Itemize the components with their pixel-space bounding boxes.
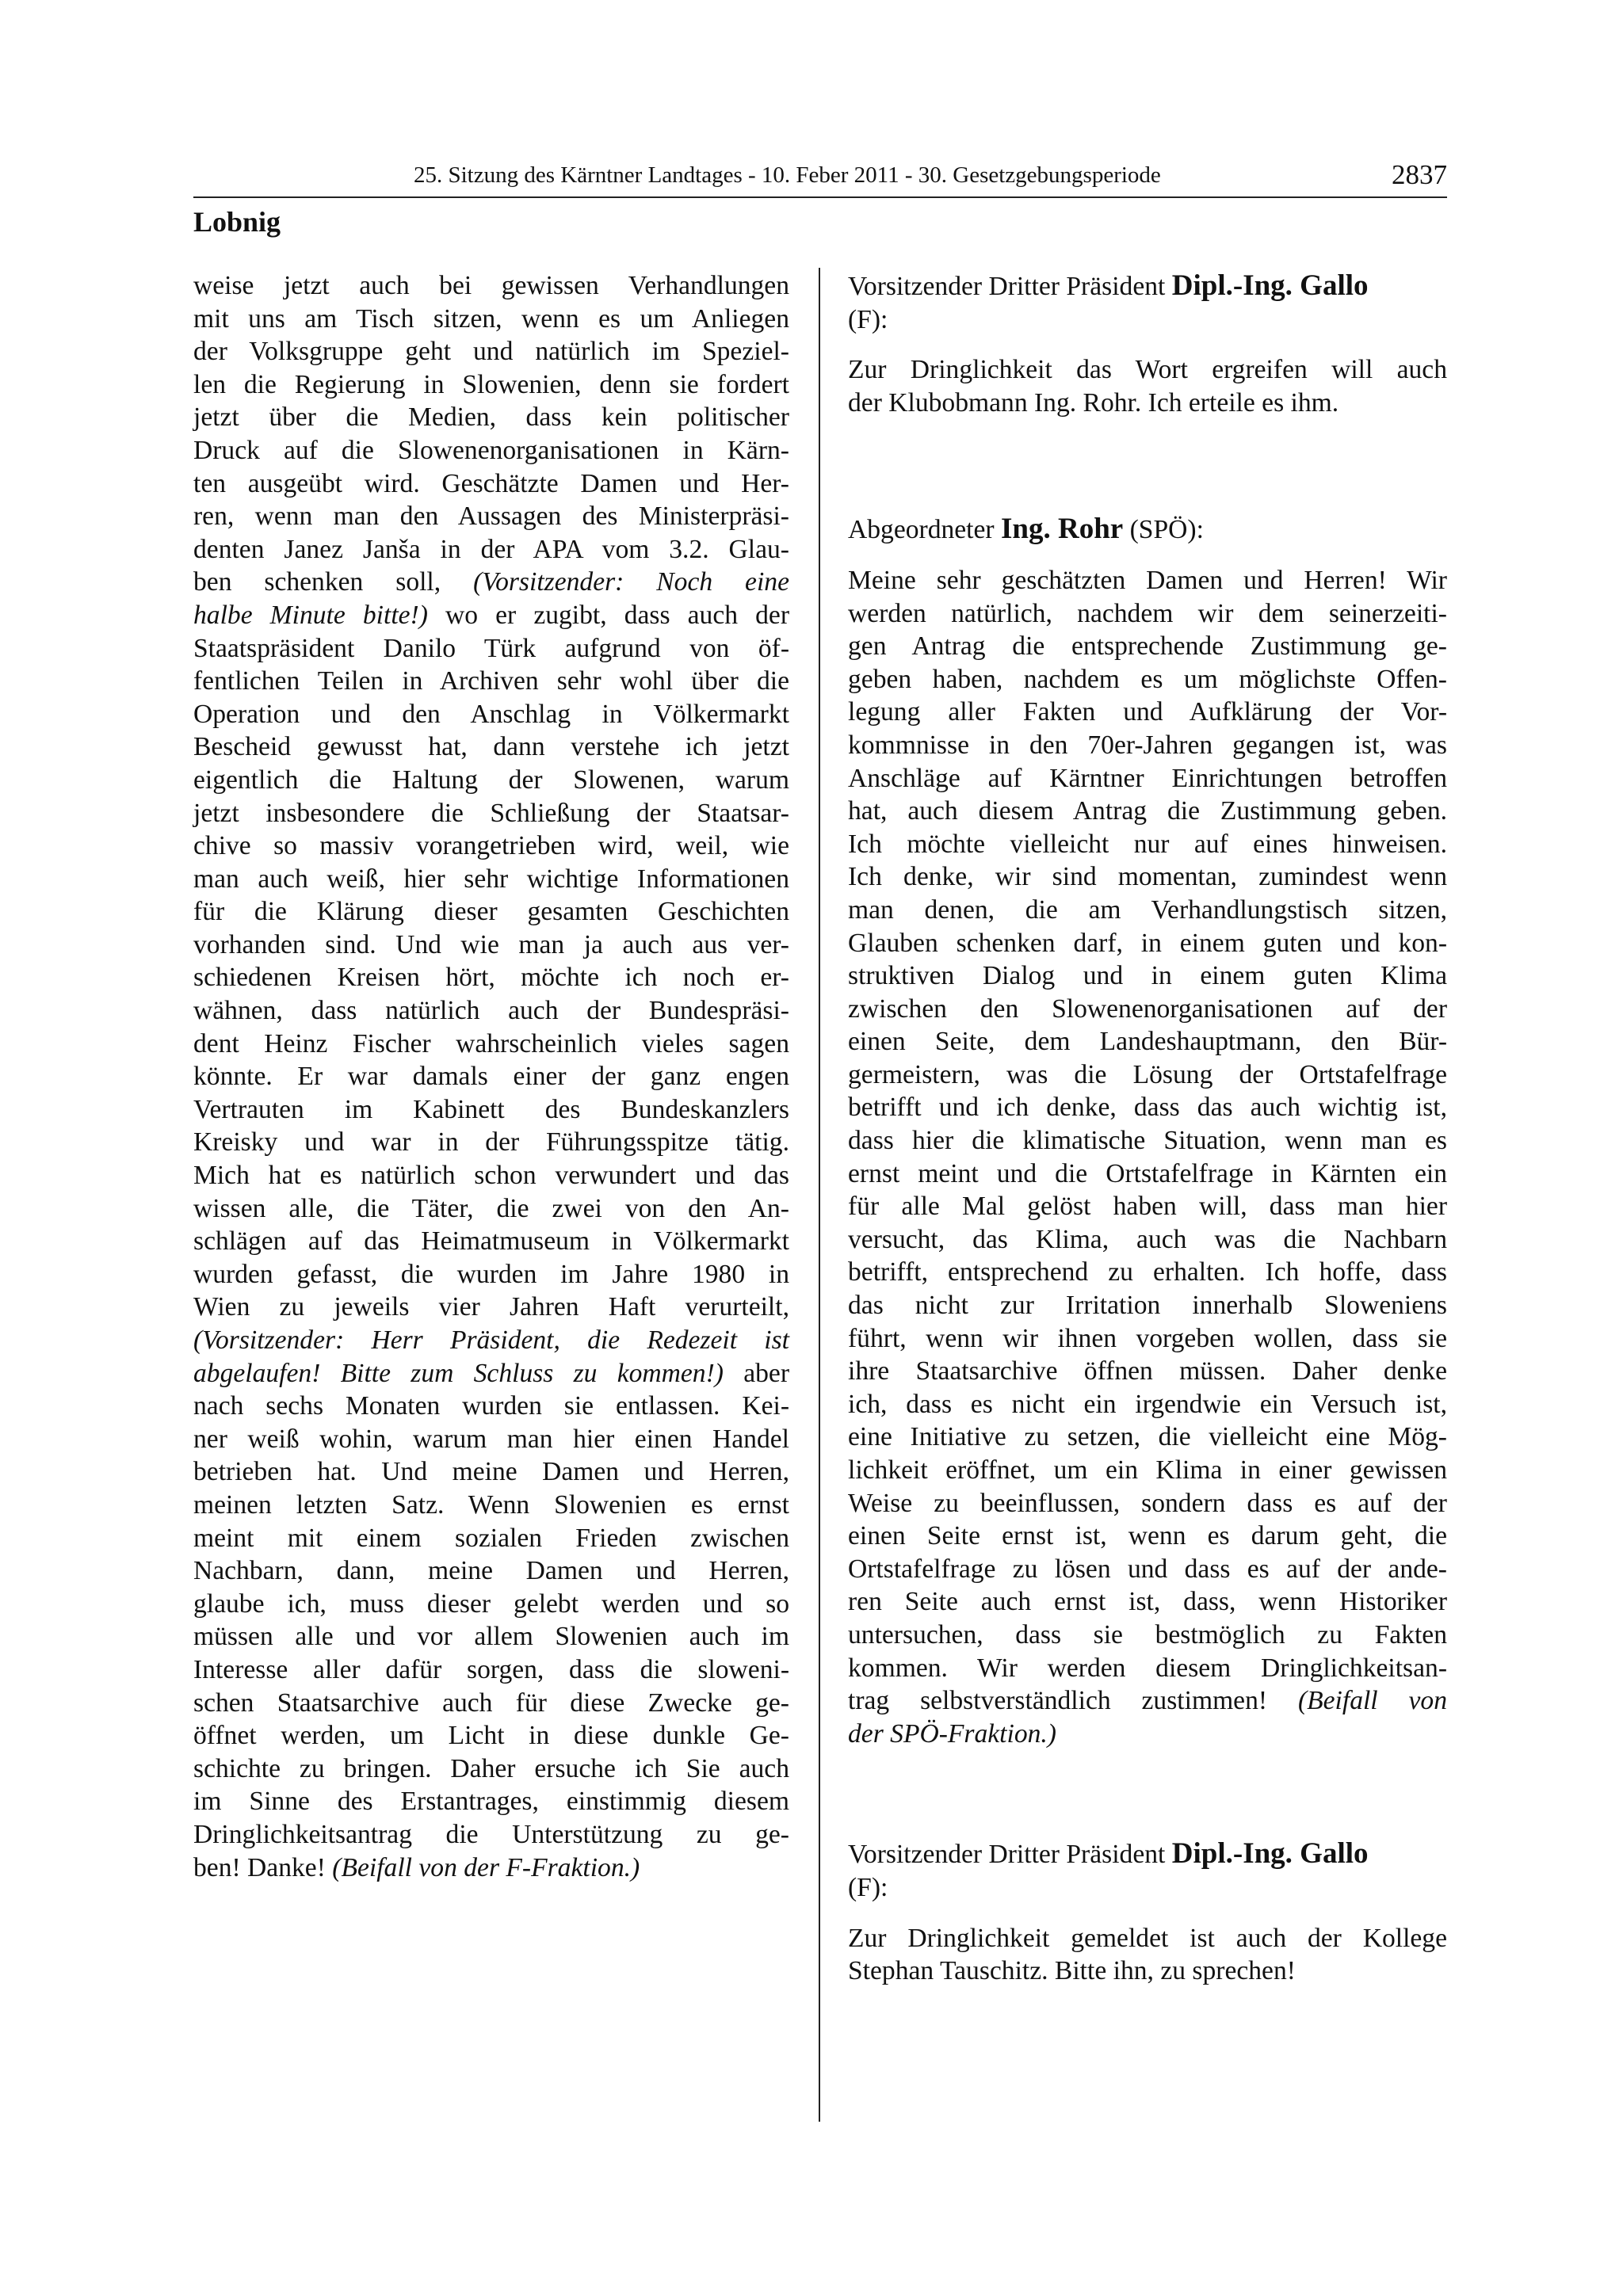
text-line: nach sechs Monaten wurden sie entlassen. Kei- — [193, 1391, 789, 1421]
text-line: meinen letzten Satz. Wenn Slowenien es ernst — [193, 1489, 789, 1520]
text-line: kommen. Wir werden diesem Dringlichkeitsan- — [848, 1653, 1447, 1683]
text-line: gen Antrag die entsprechende Zustimmung ge- — [848, 631, 1447, 662]
text-line: eigentlich die Haltung der Slowenen, warum — [193, 765, 789, 795]
text-line: wissen alle, die Täter, die zwei von den An- — [193, 1193, 789, 1223]
text-line: führt, wenn wir ihnen vorgeben wollen, dass sie — [848, 1323, 1447, 1353]
speaker-heading — [848, 269, 1447, 336]
speech-paragraph — [848, 1922, 1447, 1988]
speech-paragraph — [848, 564, 1447, 1750]
speaker-role: Vorsitzender Dritter Präsident — [848, 1840, 1166, 1870]
text-line: Kreisky und war in der Führungsspitze tätig. — [193, 1127, 789, 1158]
text-line: im Sinne des Erstantrages, einstimmig diesem — [193, 1787, 789, 1817]
speaker-heading — [848, 513, 1447, 547]
speech-paragraph — [848, 353, 1447, 419]
text-line: schen Staatsarchive auch für diese Zwecke ge- — [193, 1688, 789, 1718]
text-line — [193, 566, 789, 599]
column-divider — [819, 268, 820, 2122]
text-line: Glauben schenken darf, in einem guten und kon- — [848, 928, 1447, 958]
text-line: Meine sehr geschätzten Damen und Herren! Wir — [848, 565, 1447, 595]
text-line: schichte zu bringen. Daher ersuche ich Sie auch — [193, 1753, 789, 1783]
interjection: abgelaufen! Bitte zum Schluss zu kommen!) — [193, 1358, 724, 1388]
text-line: betrifft und ich denke, dass das auch wichtig ist, — [848, 1093, 1447, 1123]
text-line: kommnisse in den 70er-Jahren gegangen ist, was — [848, 730, 1447, 760]
text-line: öffnet werden, um Licht in diese dunkle Ge- — [193, 1721, 789, 1751]
speaker-party: (F): — [848, 1872, 888, 1902]
text-line: man auch weiß, hier sehr wichtige Informationen — [193, 864, 789, 894]
speaker-party: (SPÖ): — [1129, 515, 1204, 545]
text-line: weise jetzt auch bei gewissen Verhandlungen — [193, 271, 789, 300]
text-line: ihre Staatsarchive öffnen müssen. Daher denke — [848, 1356, 1447, 1386]
text-line: ren, wenn man den Aussagen des Ministerpräsi- — [193, 502, 789, 532]
text-line: schiedenen Kreisen hört, möchte ich noch er- — [193, 963, 789, 993]
text-line: Zur Dringlichkeit gemeldet ist auch der Kollege — [848, 1923, 1447, 1953]
text-line: Stephan Tauschitz. Bitte ihn, zu sprechen! — [848, 1956, 1296, 1986]
text-line: Vertrauten im Kabinett des Bundeskanzlers — [193, 1094, 789, 1124]
text-segment: aber — [743, 1358, 789, 1388]
speaker-role: Vorsitzender Dritter Präsident — [848, 272, 1166, 301]
text-line: das nicht zur Irritation innerhalb Sloweniens — [848, 1291, 1447, 1321]
text-line: Weise zu beeinflussen, sondern dass es auf der — [848, 1488, 1447, 1518]
text-segment: trag selbstverständlich zustimmen! — [848, 1686, 1268, 1716]
applause-note: der SPÖ-Fraktion.) — [848, 1718, 1056, 1749]
left-column — [193, 269, 789, 1884]
applause-note: (Beifall von der F-Fraktion.) — [332, 1852, 640, 1882]
applause-note: (Beifall von — [1297, 1686, 1447, 1716]
text-line: könnte. Er war damals einer der ganz engen — [193, 1062, 789, 1092]
text-line: Staatspräsident Danilo Türk aufgrund von öf- — [193, 633, 789, 663]
speaker-name: Ing. Rohr — [1001, 513, 1124, 546]
text-line: einen Seite, dem Landeshauptmann, den Bür- — [848, 1027, 1447, 1057]
text-line: struktiven Dialog und in einem guten Klima — [848, 961, 1447, 991]
text-line: Operation und den Anschlag in Völkermarkt — [193, 699, 789, 729]
speaker-name: Dipl.-Ing. Gallo — [1171, 1837, 1369, 1871]
text-line — [193, 1357, 789, 1390]
text-line: zwischen den Slowenenorganisationen auf der — [848, 994, 1447, 1024]
text-line: Zur Dringlichkeit das Wort ergreifen will auch — [848, 355, 1447, 385]
text-line: vorhanden sind. Und wie man ja auch aus ver- — [193, 929, 789, 959]
text-line: müssen alle und vor allem Slowenien auch im — [193, 1622, 789, 1652]
text-line: dass hier die klimatische Situation, wenn man es — [848, 1126, 1447, 1156]
text-line: der Klubobmann Ing. Rohr. Ich erteile es ihm. — [848, 387, 1339, 418]
speaker-heading — [848, 1837, 1447, 1904]
text-line: für alle Mal gelöst haben will, dass man hier — [848, 1192, 1447, 1222]
text-line: chive so massiv vorangetrieben wird, weil, wie — [193, 831, 789, 861]
text-line: len die Regierung in Slowenien, denn sie fordert — [193, 369, 789, 399]
text-line: glaube ich, muss dieser gelebt werden und so — [193, 1589, 789, 1619]
text-line: dent Heinz Fischer wahrscheinlich vieles sagen — [193, 1028, 789, 1058]
text-line: Interesse aller dafür sorgen, dass die sloweni- — [193, 1654, 789, 1684]
page-header — [193, 157, 1447, 198]
speaker-name: Dipl.-Ing. Gallo — [1171, 269, 1369, 302]
text-line: für die Klärung dieser gesamten Geschichten — [193, 897, 789, 927]
text-line: betrifft, entsprechend zu erhalten. Ich hoffe, dass — [848, 1257, 1447, 1287]
text-line: legung aller Fakten und Aufklärung der Vor- — [848, 697, 1447, 727]
text-line: ich, dass es nicht ein irgendwie ein Versuch ist, — [848, 1389, 1447, 1419]
text-line: ren Seite auch ernst ist, dass, wenn Historiker — [848, 1587, 1447, 1617]
speaker-party: (F): — [848, 304, 888, 334]
text-line: werden natürlich, nachdem wir dem seinerzeiti- — [848, 598, 1447, 628]
text-line: mit uns am Tisch sitzen, wenn es um Anliegen — [193, 303, 789, 334]
left-paragraph — [193, 269, 789, 1884]
text-line: versucht, das Klima, auch was die Nachbarn — [848, 1224, 1447, 1254]
text-line: Nachbarn, dann, meine Damen und Herren, — [193, 1556, 789, 1586]
text-line: betrieben hat. Und meine Damen und Herren, — [193, 1457, 789, 1487]
text-segment: wo er zugibt, dass auch der — [445, 600, 789, 630]
text-line: Bescheid gewusst hat, dann verstehe ich jetzt — [193, 732, 789, 762]
right-column — [848, 269, 1447, 1988]
text-line: ernst meint und die Ortstafelfrage in Kärnten ein — [848, 1158, 1447, 1188]
text-line — [193, 1852, 789, 1885]
running-name: Lobnig — [193, 206, 281, 238]
text-line: Dringlichkeitsantrag die Unterstützung zu ge- — [193, 1819, 789, 1849]
page-number: 2837 — [1392, 159, 1447, 190]
text-line: Druck auf die Slowenenorganisationen in Kärn- — [193, 435, 789, 465]
text-line: wähnen, dass natürlich auch der Bundespräsi- — [193, 996, 789, 1026]
text-line: wurden gefasst, die wurden im Jahre 1980 in — [193, 1259, 789, 1289]
text-line: germeistern, was die Lösung der Ortstafelfrage — [848, 1059, 1447, 1089]
text-line: der Volksgruppe geht und natürlich im Speziel- — [193, 337, 789, 367]
text-line: einen Seite ernst ist, wenn es darum geht, die — [848, 1521, 1447, 1551]
text-segment: ben schenken soll, — [193, 567, 441, 597]
text-line — [193, 599, 789, 632]
text-line: jetzt insbesondere die Schließung der Staatsar- — [193, 798, 789, 828]
speaker-role: Abgeordneter — [848, 515, 995, 545]
text-line: man denen, die am Verhandlungstisch sitzen, — [848, 894, 1447, 925]
text-line: geben haben, nachdem es um möglichste Offen- — [848, 664, 1447, 694]
interjection: (Vorsitzender: Noch eine — [473, 567, 789, 597]
text-line: schlägen auf das Heimatmuseum in Völkermarkt — [193, 1226, 789, 1257]
text-line: lichkeit eröffnet, um ein Klima in einer gewissen — [848, 1455, 1447, 1485]
text-line: Wien zu jeweils vier Jahren Haft verurteilt, — [193, 1292, 789, 1322]
text-line: Ich denke, wir sind momentan, zumindest wenn — [848, 862, 1447, 892]
text-line: ten ausgeübt wird. Geschätzte Damen und Her- — [193, 468, 789, 498]
text-line: eine Initiative zu setzen, die vielleicht eine Mög- — [848, 1422, 1447, 1452]
interjection-line: (Vorsitzender: Herr Präsident, die Redezeit ist — [193, 1325, 789, 1355]
text-line: denten Janez Janša in der APA vom 3.2. Glau- — [193, 534, 789, 564]
text-line: Ich möchte vielleicht nur auf eines hinweisen. — [848, 829, 1447, 859]
text-line: ner weiß wohin, warum man hier einen Handel — [193, 1424, 789, 1454]
text-line: Anschläge auf Kärntner Einrichtungen betroffen — [848, 763, 1447, 793]
header-title: 25. Sitzung des Kärntner Landtages - 10. Feber 2011 - 30. Gesetzgebungsperiode — [414, 162, 1161, 188]
text-line — [848, 1684, 1447, 1718]
interjection: halbe Minute bitte!) — [193, 600, 428, 630]
text-line: untersuchen, dass sie bestmöglich zu Fakten — [848, 1619, 1447, 1650]
text-line: fentlichen Teilen in Archiven sehr wohl über die — [193, 666, 789, 696]
text-segment: ben! Danke! — [193, 1852, 326, 1882]
text-line: meint mit einem sozialen Frieden zwischen — [193, 1523, 789, 1553]
text-line: jetzt über die Medien, dass kein politischer — [193, 402, 789, 433]
text-line: Ortstafelfrage zu lösen und dass es auf der ande- — [848, 1554, 1447, 1584]
text-line: Mich hat es natürlich schon verwundert und das — [193, 1161, 789, 1191]
text-line: hat, auch diesem Antrag die Zustimmung geben. — [848, 796, 1447, 826]
